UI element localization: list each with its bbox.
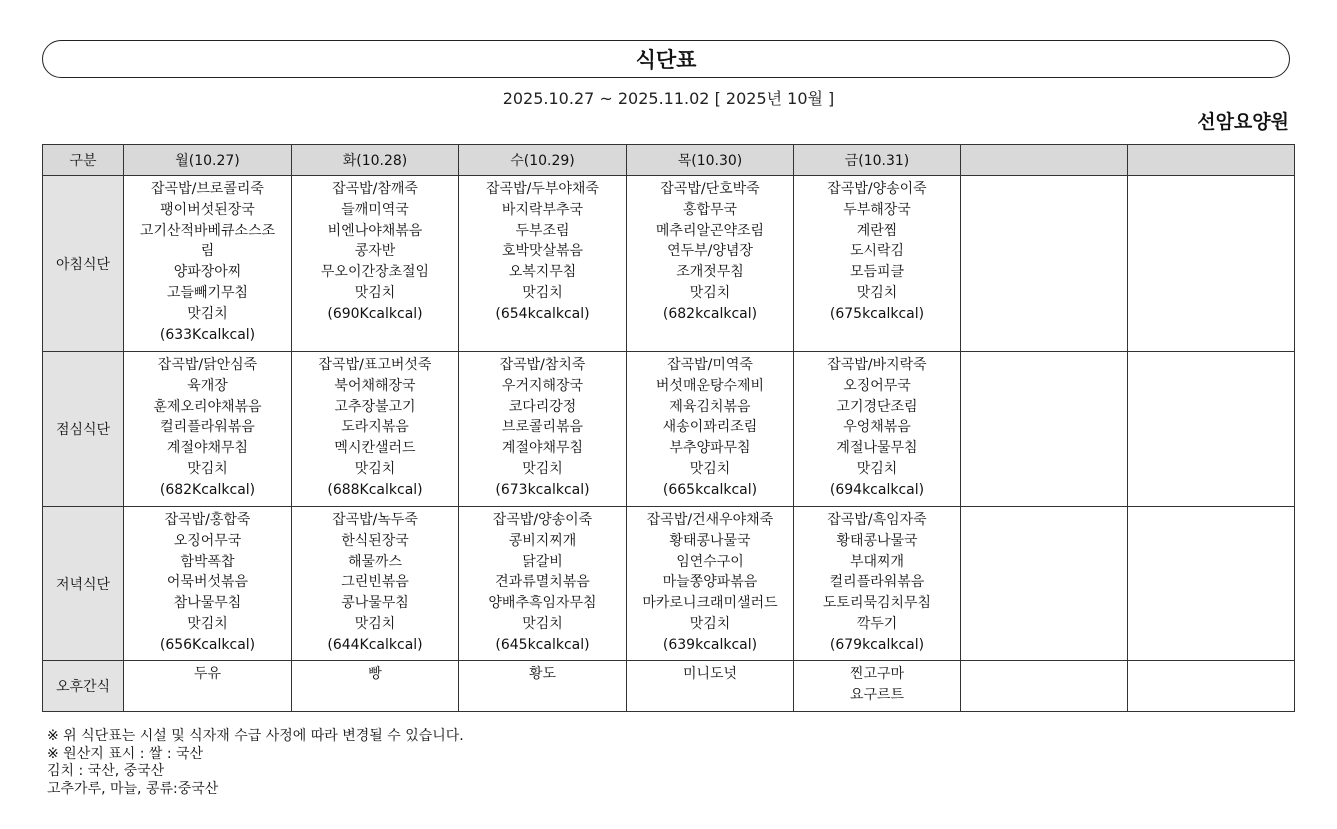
menu-item: (682kcalkcal) xyxy=(662,305,758,322)
menu-item: 어묵버섯볶음 xyxy=(166,574,249,591)
menu-item: 맛김치 xyxy=(856,284,898,301)
menu-item: 팽이버섯된장국 xyxy=(160,201,255,218)
menu-item: 잡곡밥/두부야채죽 xyxy=(486,181,599,197)
menu-item: 림 xyxy=(200,243,215,260)
menu-item: 맛김치 xyxy=(522,460,563,477)
menu-cell xyxy=(124,661,292,712)
menu-item: 맛김치 xyxy=(354,284,396,301)
menu-item: 고추장불고기 xyxy=(334,398,416,415)
menu-item: 도시락김 xyxy=(849,243,905,260)
note-line: ※ 원산지 표시 : 쌀 : 국산 xyxy=(47,745,204,762)
facility-name: 선암요양원 xyxy=(1197,111,1289,133)
menu-item: 오복지무침 xyxy=(508,264,577,281)
menu-cell xyxy=(794,661,961,712)
menu-cell xyxy=(292,352,459,507)
menu-item: 미니도넛 xyxy=(682,666,738,682)
menu-item: 잡곡밥/참치죽 xyxy=(499,357,586,373)
menu-item: 메추리알곤약조림 xyxy=(655,222,765,239)
menu-item: 마늘쫑양파볶음 xyxy=(662,574,758,591)
day-header: 수(10.29) xyxy=(459,145,627,176)
menu-item: 잡곡밥/닭안심죽 xyxy=(157,357,258,373)
menu-cell xyxy=(961,176,1128,352)
menu-item: 잡곡밥/양송이죽 xyxy=(492,512,593,528)
menu-cell xyxy=(794,176,961,352)
menu-item: (665kcalkcal) xyxy=(662,481,758,498)
menu-item: 계란찜 xyxy=(856,222,898,239)
meal-label: 점심식단 xyxy=(43,352,124,507)
menu-item: 부추양파무침 xyxy=(669,440,751,457)
meal-label: 저녁식단 xyxy=(43,507,124,661)
menu-item: 맛김치 xyxy=(187,460,228,477)
menu-item: 콩나물무침 xyxy=(341,595,409,612)
menu-item: 양파장아찌 xyxy=(173,264,242,281)
day-header: 금(10.31) xyxy=(794,145,961,176)
menu-item: (690Kcalkcal) xyxy=(327,305,423,322)
menu-item: 무오이간장초절임 xyxy=(320,264,430,281)
menu-item: 콩자반 xyxy=(354,243,396,260)
menu-cell xyxy=(1128,176,1295,352)
menu-item: 맛김치 xyxy=(187,615,228,632)
menu-item: 멕시칸샐러드 xyxy=(334,440,416,457)
menu-item: 모듬피클 xyxy=(849,264,905,281)
menu-item: 두부해장국 xyxy=(843,201,911,218)
menu-item: 함박폭찹 xyxy=(180,553,235,570)
menu-item: 잡곡밥/브로콜리죽 xyxy=(151,181,264,197)
menu-item: 두유 xyxy=(193,666,222,682)
menu-item: 요구르트 xyxy=(849,686,905,703)
menu-item: 빵 xyxy=(368,666,382,682)
menu-item: 두부조림 xyxy=(515,222,570,239)
menu-item: 북어채해장국 xyxy=(334,377,416,394)
menu-item: 컬리플라워볶음 xyxy=(160,419,255,436)
menu-item: 견과류멸치볶음 xyxy=(495,574,590,591)
menu-cell xyxy=(459,661,627,712)
menu-item: 잡곡밥/바지락죽 xyxy=(827,357,927,373)
menu-item: 깍두기 xyxy=(856,615,898,632)
menu-item: 계절야채무침 xyxy=(166,440,249,457)
menu-item: 황도 xyxy=(528,666,557,682)
menu-item: (654kcalkcal) xyxy=(495,305,590,322)
menu-item: (656Kcalkcal) xyxy=(159,636,256,653)
menu-item: (633Kcalkcal) xyxy=(159,326,256,343)
menu-item: 고기경단조림 xyxy=(836,398,918,415)
menu-item: 잡곡밥/홍합죽 xyxy=(164,512,251,528)
page-title: 식단표 xyxy=(635,48,697,72)
menu-item: (645kcalkcal) xyxy=(495,636,590,653)
menu-item: 맛김치 xyxy=(354,615,396,632)
menu-item: 바지락부추국 xyxy=(501,201,584,218)
menu-item: 황태콩나물국 xyxy=(836,532,918,549)
menu-item: (673kcalkcal) xyxy=(495,481,590,498)
menu-cell xyxy=(459,176,627,352)
menu-cell xyxy=(794,352,961,507)
menu-cell xyxy=(1128,507,1295,661)
menu-item: 콩비지찌개 xyxy=(508,532,577,549)
weekly-menu-table xyxy=(42,144,1295,712)
menu-cell xyxy=(292,661,459,712)
menu-item: 도라지볶음 xyxy=(341,419,409,436)
meal-label: 오후간식 xyxy=(43,661,124,712)
menu-item: 해물까스 xyxy=(347,553,403,570)
menu-item: (675kcalkcal) xyxy=(829,305,925,322)
menu-item: 오징어무국 xyxy=(173,532,242,549)
menu-item: 잡곡밥/녹두죽 xyxy=(332,512,418,528)
menu-item: 황태콩나물국 xyxy=(669,532,751,549)
menu-item: 조개젓무침 xyxy=(676,264,744,281)
menu-item: 찐고구마 xyxy=(849,666,905,682)
menu-item: 잡곡밥/단호박죽 xyxy=(660,181,760,197)
menu-cell xyxy=(124,507,292,661)
menu-item: 고들빼기무침 xyxy=(166,284,249,301)
corner-header: 구분 xyxy=(43,145,124,176)
menu-item: 호박맛살볶음 xyxy=(501,243,584,260)
menu-item: 잡곡밥/미역죽 xyxy=(667,357,753,373)
menu-item: 코다리강정 xyxy=(508,398,577,415)
menu-cell xyxy=(292,176,459,352)
menu-cell xyxy=(1128,352,1295,507)
menu-item: 맛김치 xyxy=(689,284,731,301)
menu-item: 맛김치 xyxy=(187,305,228,322)
menu-cell xyxy=(459,352,627,507)
menu-item: 홍합무국 xyxy=(682,201,738,218)
menu-item: (639kcalkcal) xyxy=(662,636,758,653)
menu-item: 잡곡밥/흑임자죽 xyxy=(827,512,927,528)
menu-item: (694kcalkcal) xyxy=(829,481,925,498)
menu-item: 브로콜리볶음 xyxy=(501,419,584,436)
note-line: 김치 : 국산, 중국산 xyxy=(47,763,165,779)
menu-item: (682Kcalkcal) xyxy=(159,481,256,498)
menu-cell xyxy=(961,507,1128,661)
menu-item: 한식된장국 xyxy=(341,532,409,549)
menu-item: 부대찌개 xyxy=(849,553,905,570)
menu-cell xyxy=(627,661,794,712)
menu-item: 닭갈비 xyxy=(522,553,563,570)
menu-item: 우엉채볶음 xyxy=(843,419,911,436)
menu-item: 잡곡밥/표고버섯죽 xyxy=(318,357,432,373)
menu-item: 맛김치 xyxy=(689,615,731,632)
menu-item: 고기산적바베큐소스조 xyxy=(139,222,276,239)
menu-cell xyxy=(1128,661,1295,712)
menu-item: 버섯매운탕수제비 xyxy=(655,377,765,394)
day-header: 화(10.28) xyxy=(292,145,459,176)
note-line: 고추가루, 마늘, 콩류:중국산 xyxy=(47,780,219,797)
day-header xyxy=(1128,145,1295,176)
menu-cell xyxy=(961,352,1128,507)
menu-item: 도토리묵김치무침 xyxy=(822,595,932,612)
menu-item: 계절나물무침 xyxy=(836,440,918,457)
menu-item: 들깨미역국 xyxy=(341,201,409,218)
menu-item: 제육김치볶음 xyxy=(669,398,751,415)
menu-item: 맛김치 xyxy=(354,460,396,477)
menu-item: 연두부/양념장 xyxy=(667,243,753,260)
meal-row xyxy=(43,507,1295,661)
menu-item: 오징어무국 xyxy=(843,377,911,394)
menu-item: 육개장 xyxy=(187,377,228,394)
menu-item: 잡곡밥/건새우야채죽 xyxy=(646,512,774,528)
menu-cell xyxy=(794,507,961,661)
menu-item: 맛김치 xyxy=(522,615,563,632)
menu-item: 컬리플라워볶음 xyxy=(829,574,925,591)
menu-cell xyxy=(627,507,794,661)
menu-item: 비엔나야채볶음 xyxy=(327,222,423,239)
menu-title-box xyxy=(42,40,1290,78)
menu-item: 계절야채무침 xyxy=(501,440,584,457)
menu-item: 우거지해장국 xyxy=(501,377,584,394)
menu-item: 새송이꽈리조림 xyxy=(662,419,758,436)
menu-item: 마카로니크래미샐러드 xyxy=(642,595,778,612)
menu-cell xyxy=(627,176,794,352)
menu-cell xyxy=(124,176,292,352)
menu-item: 양배추흑임자무침 xyxy=(488,595,597,612)
menu-item: (688Kcalkcal) xyxy=(327,481,423,498)
header-row xyxy=(43,145,1295,176)
menu-item: (644Kcalkcal) xyxy=(327,636,423,653)
day-header xyxy=(961,145,1128,176)
menu-item: 맛김치 xyxy=(856,460,898,477)
meal-row xyxy=(43,176,1295,352)
meal-row xyxy=(43,352,1295,507)
notes xyxy=(47,728,464,798)
meal-row xyxy=(43,661,1295,712)
menu-item: 참나물무침 xyxy=(173,595,242,612)
menu-item: (679kcalkcal) xyxy=(829,636,925,653)
menu-item: 잡곡밥/참깨죽 xyxy=(332,181,418,197)
day-header: 목(10.30) xyxy=(627,145,794,176)
menu-cell xyxy=(124,352,292,507)
menu-item: 그린빈볶음 xyxy=(341,574,409,591)
menu-item: 맛김치 xyxy=(689,460,731,477)
menu-cell xyxy=(459,507,627,661)
day-header: 월(10.27) xyxy=(124,145,292,176)
menu-period: 2025.10.27 ~ 2025.11.02 [ 2025년 10월 ] xyxy=(502,89,835,108)
menu-item: 맛김치 xyxy=(522,284,563,301)
note-line: ※ 위 식단표는 시설 및 식자재 수급 사정에 따라 변경될 수 있습니다. xyxy=(47,728,464,744)
menu-cell xyxy=(627,352,794,507)
meal-label: 아침식단 xyxy=(43,176,124,352)
menu-item: 임연수구이 xyxy=(676,553,744,570)
menu-item: 잡곡밥/양송이죽 xyxy=(827,181,927,197)
menu-cell xyxy=(961,661,1128,712)
menu-cell xyxy=(292,507,459,661)
menu-item: 훈제오리야채볶음 xyxy=(153,398,262,415)
